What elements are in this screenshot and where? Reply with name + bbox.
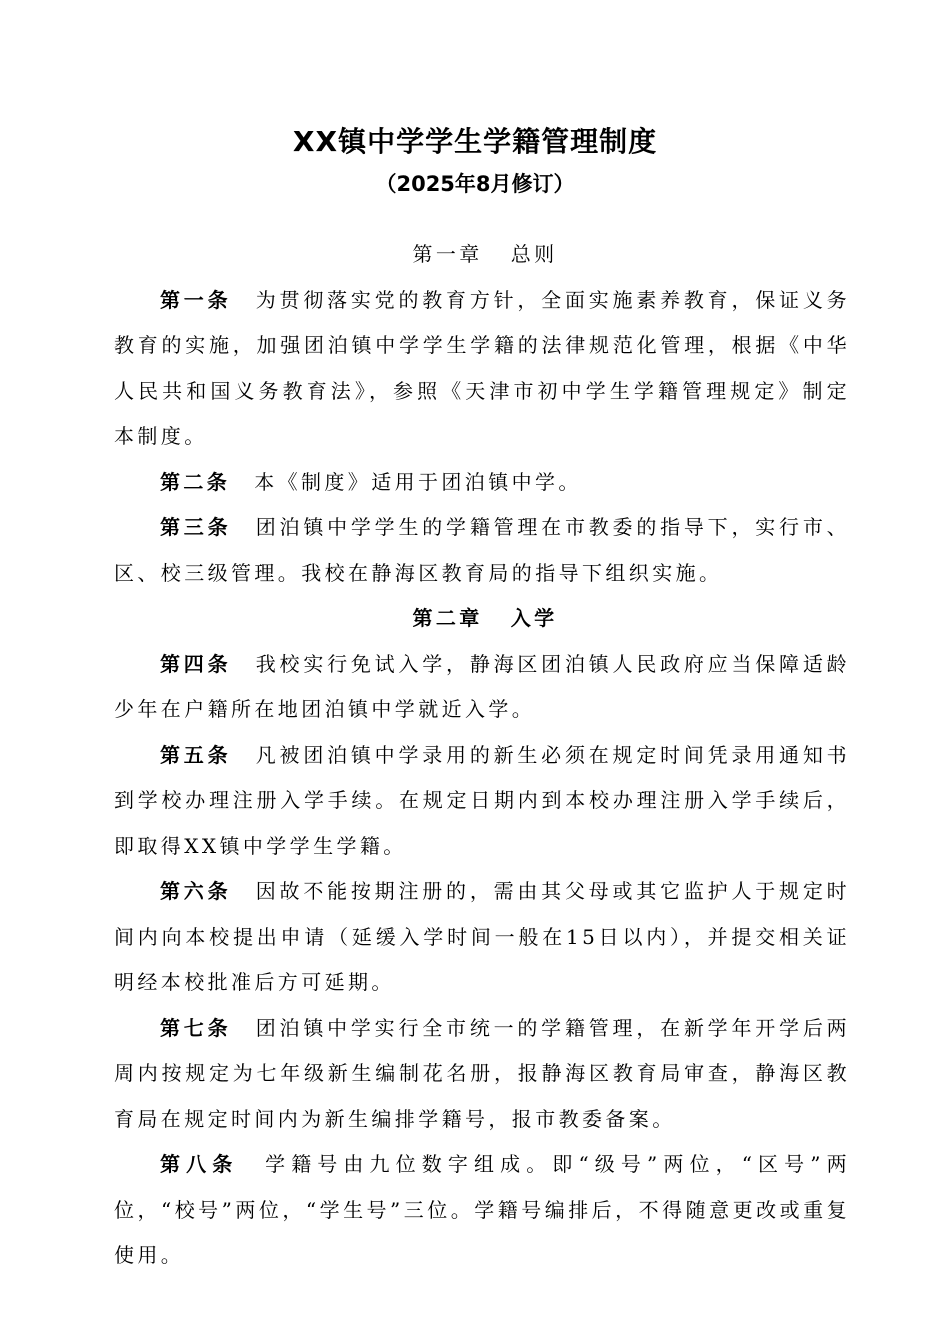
article-label: 第三条 — [160, 515, 232, 539]
article-label: 第四条 — [160, 651, 232, 676]
article-label: 第六条 — [160, 879, 232, 903]
chapter-name: 总则 — [510, 242, 558, 266]
chapter-heading-2 — [114, 596, 850, 642]
document-body — [114, 232, 850, 1279]
article-label: 第二条 — [160, 469, 231, 494]
article-text: 凡被团泊镇中学录用的新生必须在规定时间凭录用通知书到学校办理注册入学手续。在规定日期内到本校办理注册入学手续后，即取得XX镇中学学生学籍。 — [114, 742, 850, 858]
chapter-heading-1 — [114, 232, 850, 278]
article-text: 团泊镇中学学生的学籍管理在市教委的指导下，实行市、区、校三级管理。我校在静海区教育局的指导下组织实施。 — [114, 515, 850, 585]
article-5 — [114, 733, 850, 870]
document-subtitle: （2025年8月修订） — [375, 172, 575, 196]
article-text: 我校实行免试入学，静海区团泊镇人民政府应当保障适龄少年在户籍所在地团泊镇中学就近入学。 — [114, 651, 850, 721]
article-text: 为贯彻落实党的教育方针，全面实施素养教育，保证义务教育的实施，加强团泊镇中学学生学籍的法律规范化管理，根据《中华人民共和国义务教育法》，参照《天津市初中学生学籍管理规定》制定本制度。 — [114, 287, 850, 448]
document-title: XX镇中学学生学籍管理制度 — [292, 125, 658, 158]
article-6 — [114, 869, 850, 1006]
article-2 — [114, 460, 850, 506]
article-text: 本《制度》适用于团泊镇中学。 — [254, 469, 582, 494]
article-text: 学籍号由九位数字组成。即“级号”两位，“区号”两位，“校号”两位，“学生号”三位。学籍号编排后，不得随意更改或重复使用。 — [114, 1152, 851, 1267]
article-label: 第一条 — [160, 287, 232, 312]
article-4 — [114, 642, 850, 733]
article-8 — [114, 1142, 850, 1279]
article-label: 第八条 — [160, 1152, 239, 1176]
article-text: 团泊镇中学实行全市统一的学籍管理，在新学年开学后两周内按规定为七年级新生编制花名册，报静海区教育局审查，静海区教育局在规定时间内为新生编排学籍号，报市教委备案。 — [114, 1015, 850, 1131]
article-3 — [114, 505, 850, 596]
article-label: 第五条 — [160, 742, 232, 767]
chapter-number: 第二章 — [412, 606, 483, 630]
chapter-number: 第一章 — [412, 242, 483, 266]
article-1 — [114, 278, 850, 460]
article-label: 第七条 — [160, 1015, 232, 1040]
article-7 — [114, 1006, 850, 1143]
chapter-name: 入学 — [510, 606, 558, 630]
article-text: 因故不能按期注册的，需由其父母或其它监护人于规定时间内向本校提出申请（延缓入学时间一般在15日以内），并提交相关证明经本校批准后方可延期。 — [114, 879, 850, 994]
